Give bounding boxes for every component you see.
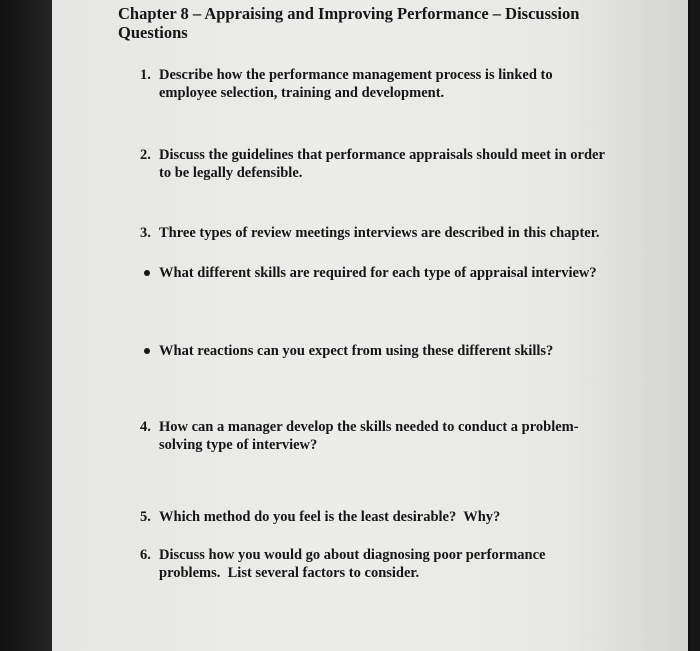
bullet-1: [140, 264, 610, 282]
question-4: [140, 418, 610, 454]
question-number: 6.: [140, 547, 151, 563]
left-shadow: [0, 0, 52, 651]
question-2: [140, 146, 610, 182]
bullet-text: What reactions can you expect from using these different skills?: [159, 343, 554, 359]
question-text: Discuss how you would go about diagnosing poor performance problems. List several factors to consider.: [159, 547, 550, 581]
question-text: Which method do you feel is the least desirable? Why?: [159, 509, 501, 525]
question-number: 1.: [140, 67, 151, 83]
right-bezel: [690, 0, 700, 651]
question-3: [140, 224, 610, 242]
question-text: How can a manager develop the skills needed to conduct a problem-solving type of interview?: [159, 419, 579, 453]
page-title: Chapter 8 – Appraising and Improving Performance – Discussion Questions: [118, 4, 580, 42]
bullet-text: What different skills are required for each type of appraisal interview?: [159, 265, 597, 281]
bullet-icon: [144, 348, 150, 354]
question-text: Describe how the performance management process is linked to employee selection, training and development.: [159, 67, 553, 101]
question-text: Three types of review meetings interviews are described in this chapter.: [159, 225, 600, 241]
question-text: Discuss the guidelines that performance appraisals should meet in order to be legally defensible.: [159, 147, 605, 181]
question-5: [140, 508, 610, 526]
question-1: [140, 66, 610, 102]
bullet-icon: [144, 270, 150, 276]
question-number: 5.: [140, 509, 151, 525]
question-number: 3.: [140, 225, 151, 241]
question-6: [140, 546, 610, 582]
question-number: 2.: [140, 147, 151, 163]
bullet-2: [140, 342, 610, 360]
question-number: 4.: [140, 419, 151, 435]
